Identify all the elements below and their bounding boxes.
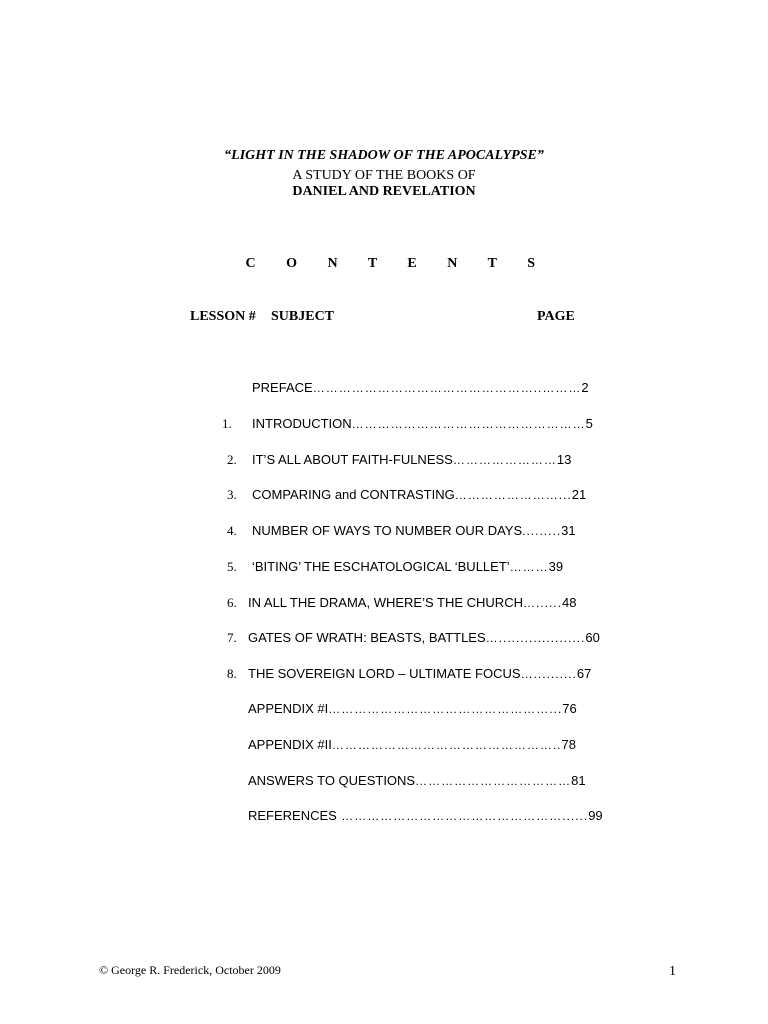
toc-page: 60	[585, 630, 600, 645]
document-subtitle: A STUDY OF THE BOOKS OF	[292, 168, 476, 183]
toc-leader-dots: …....................	[485, 631, 586, 645]
toc-leader-dots: ………	[509, 560, 549, 574]
toc-page: 99	[588, 808, 603, 823]
toc-title: IN ALL THE DRAMA, WHERE’S THE CHURCH	[248, 595, 523, 610]
toc-lesson-number: 2.	[227, 452, 237, 467]
toc-lesson-number: 3.	[227, 487, 237, 502]
copyright-footer: © George R. Frederick, October 2009	[99, 963, 281, 977]
toc-row[interactable]	[248, 737, 576, 752]
toc-lesson-number: 1.	[222, 416, 232, 431]
toc-page: 67	[576, 666, 592, 681]
toc-lesson-number: 4.	[227, 523, 237, 538]
document-subtitle-books: DANIEL AND REVELATION	[292, 184, 476, 199]
toc-page: 39	[548, 559, 564, 574]
toc-page: 48	[561, 595, 577, 610]
toc-leader-dots: ………………………………………………	[351, 417, 586, 431]
toc-page: 31	[561, 523, 576, 538]
toc-leader-dots: …......	[522, 596, 562, 610]
toc-row[interactable]	[248, 630, 600, 645]
toc-page: 76	[562, 701, 577, 716]
toc-title: APPENDIX #II	[248, 737, 332, 752]
toc-leader-dots: .........	[522, 524, 562, 538]
toc-title: COMPARING and CONTRASTING	[252, 487, 455, 502]
column-header-subject: SUBJECT	[271, 309, 335, 324]
toc-page: 5	[585, 416, 593, 431]
toc-page: 13	[556, 452, 572, 467]
toc-row[interactable]	[248, 773, 586, 788]
toc-row[interactable]	[252, 523, 576, 538]
toc-row[interactable]	[252, 416, 593, 431]
toc-title: APPENDIX #I	[248, 701, 329, 716]
toc-title: INTRODUCTION	[252, 416, 352, 431]
toc-title: GATES OF WRATH: BEASTS, BATTLES	[248, 630, 486, 645]
toc-lesson-number: 8.	[227, 666, 237, 681]
toc-page: 2	[581, 380, 589, 395]
column-header-lesson: LESSON #	[190, 309, 256, 324]
toc-title: ANSWERS TO QUESTIONS	[248, 773, 416, 788]
toc-title: THE SOVEREIGN LORD – ULTIMATE FOCUS	[248, 666, 521, 681]
toc-row[interactable]	[252, 380, 589, 395]
toc-leader-dots: ……………………	[452, 453, 557, 467]
contents-heading: C O N T E N T S	[245, 256, 549, 271]
toc-leader-dots: ……………………………………………..………	[312, 381, 582, 395]
toc-title: REFERENCES	[248, 808, 337, 823]
toc-row[interactable]	[252, 487, 586, 502]
toc-lesson-number: 7.	[227, 630, 237, 645]
toc-page: 21	[571, 487, 587, 502]
toc-row[interactable]	[248, 808, 603, 823]
toc-lesson-number: 6.	[227, 595, 237, 610]
toc-row[interactable]	[248, 701, 577, 716]
toc-title: NUMBER OF WAYS TO NUMBER OUR DAYS	[252, 523, 523, 538]
toc-lesson-number: 5.	[227, 559, 237, 574]
toc-page: 78	[561, 737, 576, 752]
column-header-page: PAGE	[537, 309, 575, 324]
toc-leader-dots: ……………………………………………...	[328, 702, 563, 716]
toc-row[interactable]	[252, 559, 563, 574]
page-number: 1	[669, 964, 676, 979]
toc-title: ‘BITING’ THE ESCHATOLOGICAL ‘BULLET’	[252, 559, 510, 574]
toc-leader-dots: ………………………………	[415, 774, 572, 788]
toc-leader-dots: ……………………………………………......	[336, 809, 589, 823]
toc-leader-dots: …..........	[520, 667, 577, 681]
toc-row[interactable]	[248, 595, 576, 610]
toc-page: 81	[571, 773, 586, 788]
toc-title: IT’S ALL ABOUT FAITH-FULNESS	[252, 452, 453, 467]
toc-row[interactable]	[252, 452, 571, 467]
toc-title: PREFACE	[252, 380, 313, 395]
document-title: “LIGHT IN THE SHADOW OF THE APOCALYPSE”	[224, 148, 544, 163]
toc-row[interactable]	[248, 666, 591, 681]
toc-leader-dots: ……………………...	[454, 488, 572, 502]
toc-leader-dots: ……………………………………………..	[331, 738, 562, 752]
